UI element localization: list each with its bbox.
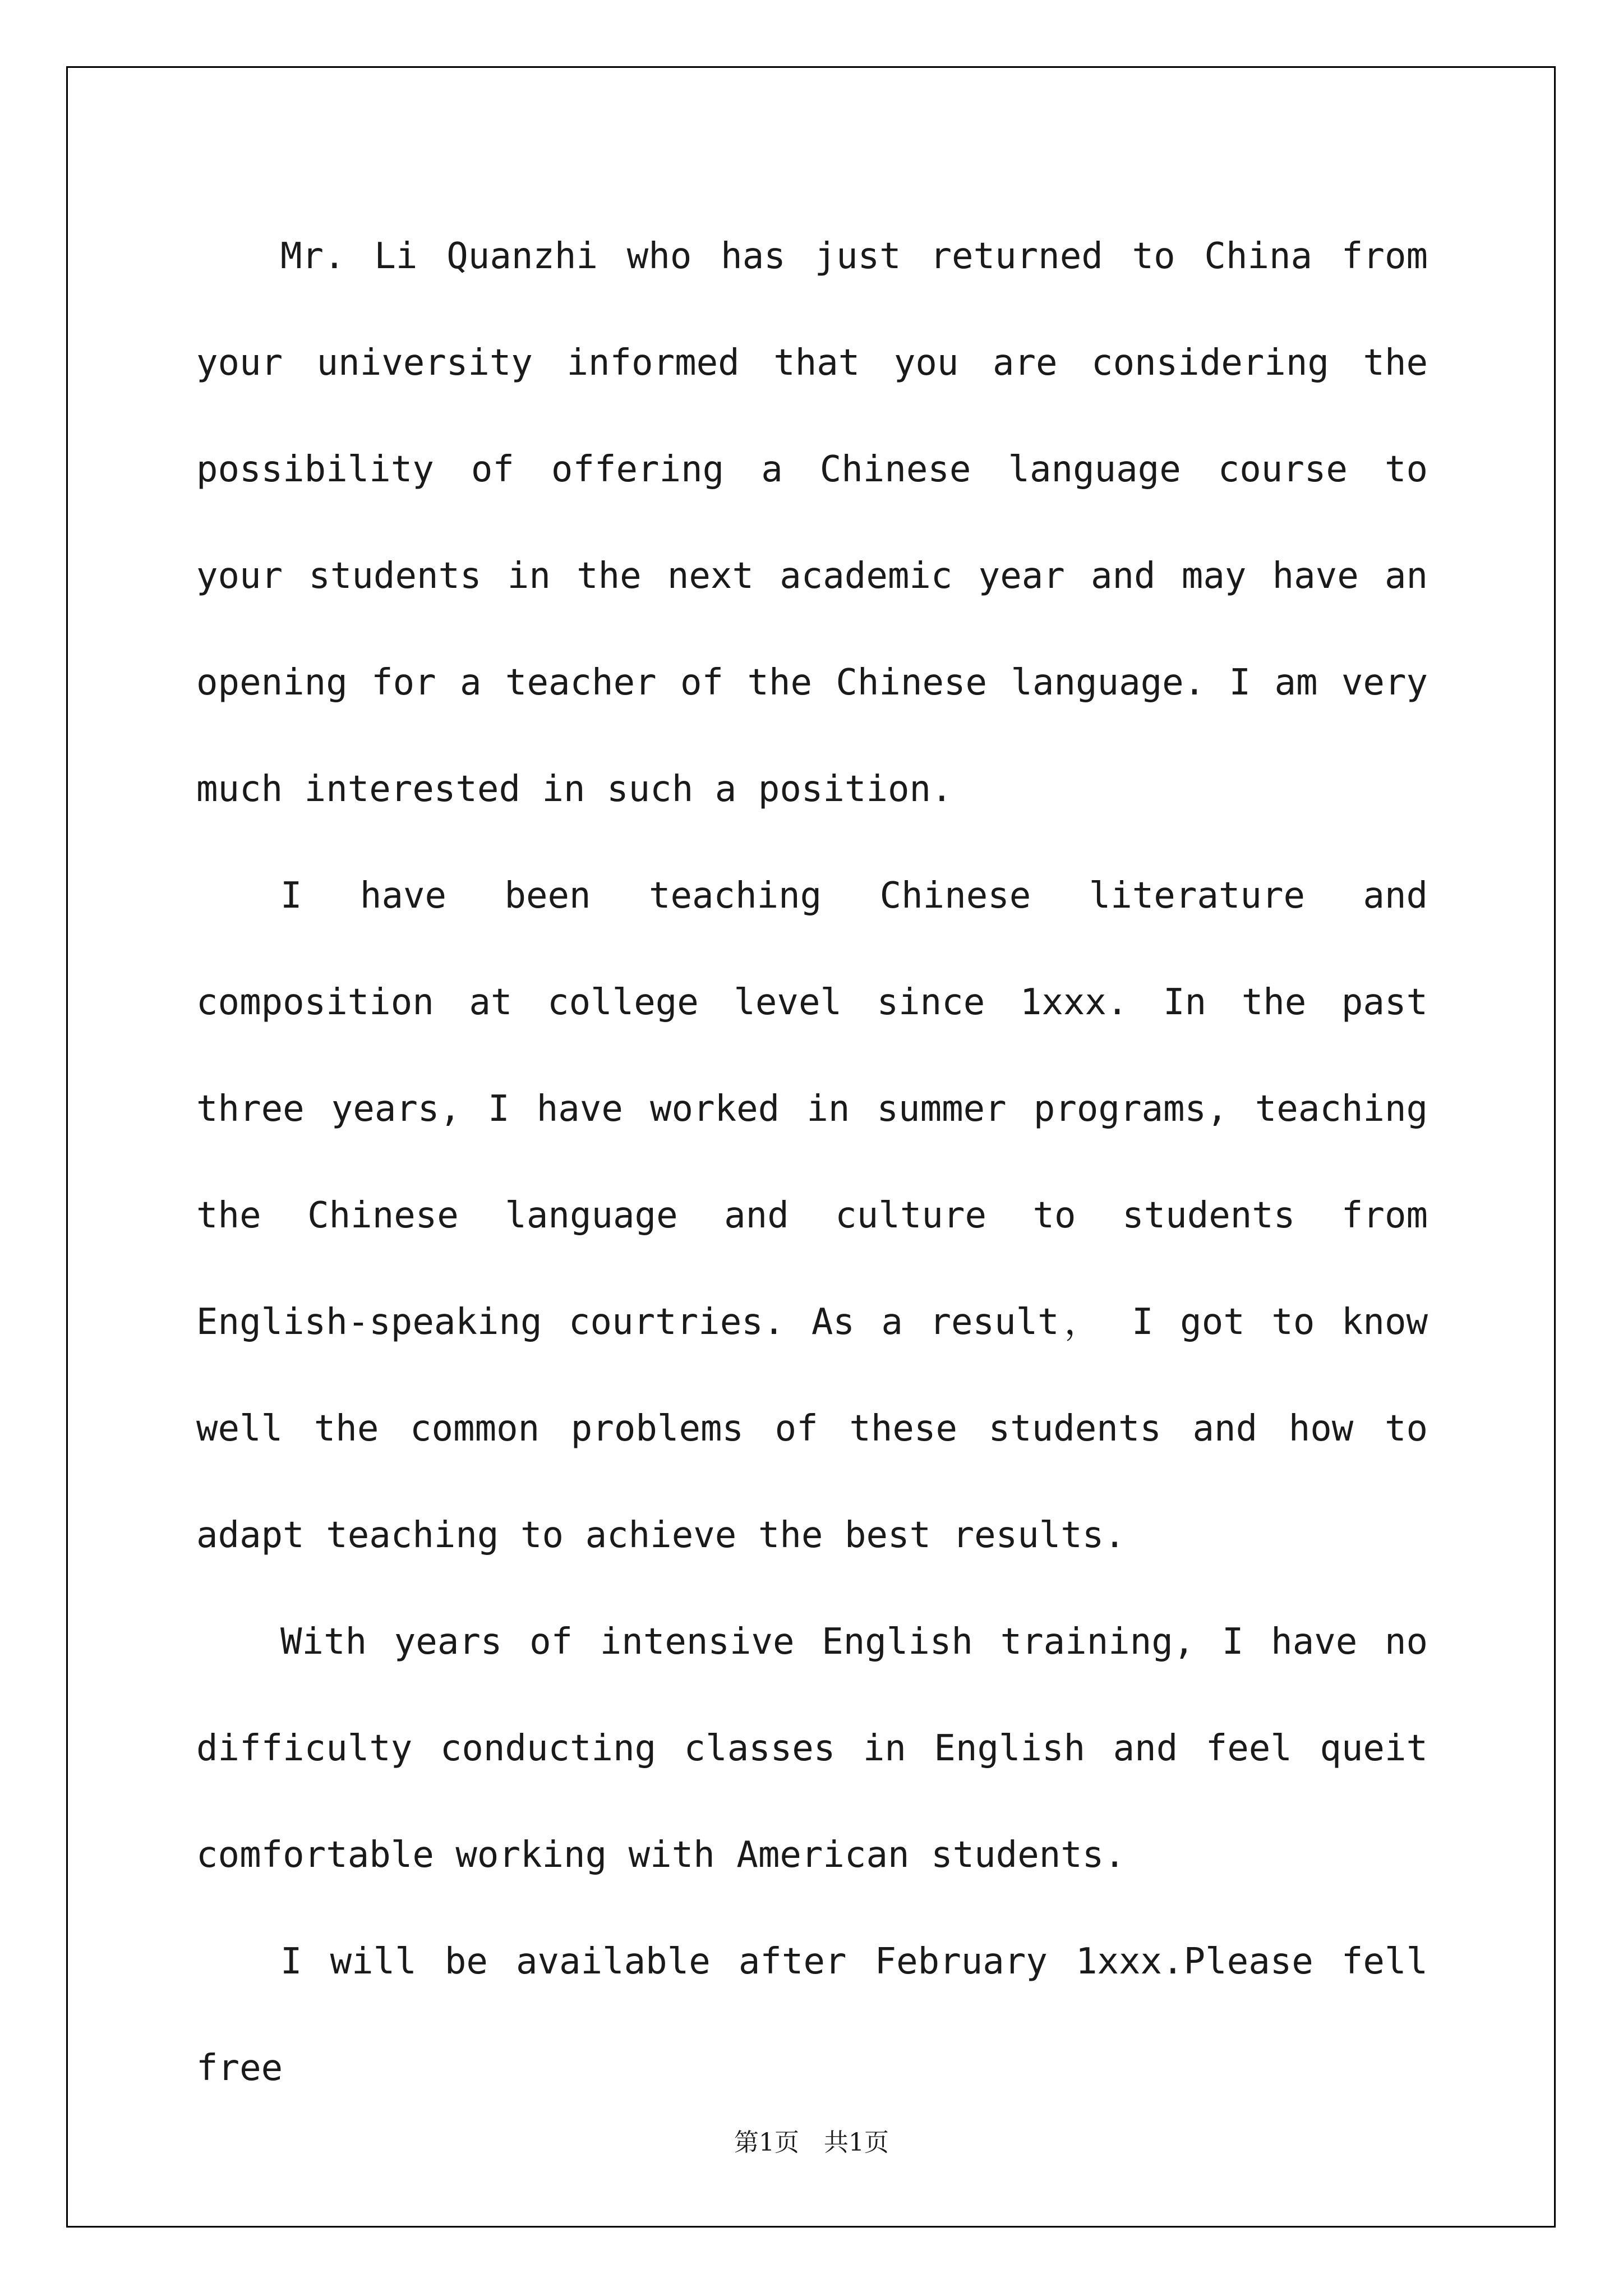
document-body [196,203,1428,2122]
paragraph-4: I will be available after February 1xxx.Please fell free [196,1941,1428,2089]
paragraph-2: I have been teaching Chinese literature and composition at college level since 1xxx. In the past three years, I have worked in summer programs, teaching the Chinese language and culture to students from English-speaking courtries. As a result， I got to know well the common problems of these students and how to adapt teaching to achieve the best results. [196,875,1428,1556]
page-number-footer: 第1页 共1页 [734,2128,889,2157]
paragraph-3: With years of intensive English training, I have no difficulty conducting classes in English and feel queit comfortable working with American students. [196,1621,1428,1876]
paragraph-1: Mr. Li Quanzhi who has just returned to China from your university informed that you are considering the possibility of offering a Chinese language course to your students in the next academic year and may have an opening for a teacher of the Chinese language. I am very much interested in such a position. [196,236,1428,810]
